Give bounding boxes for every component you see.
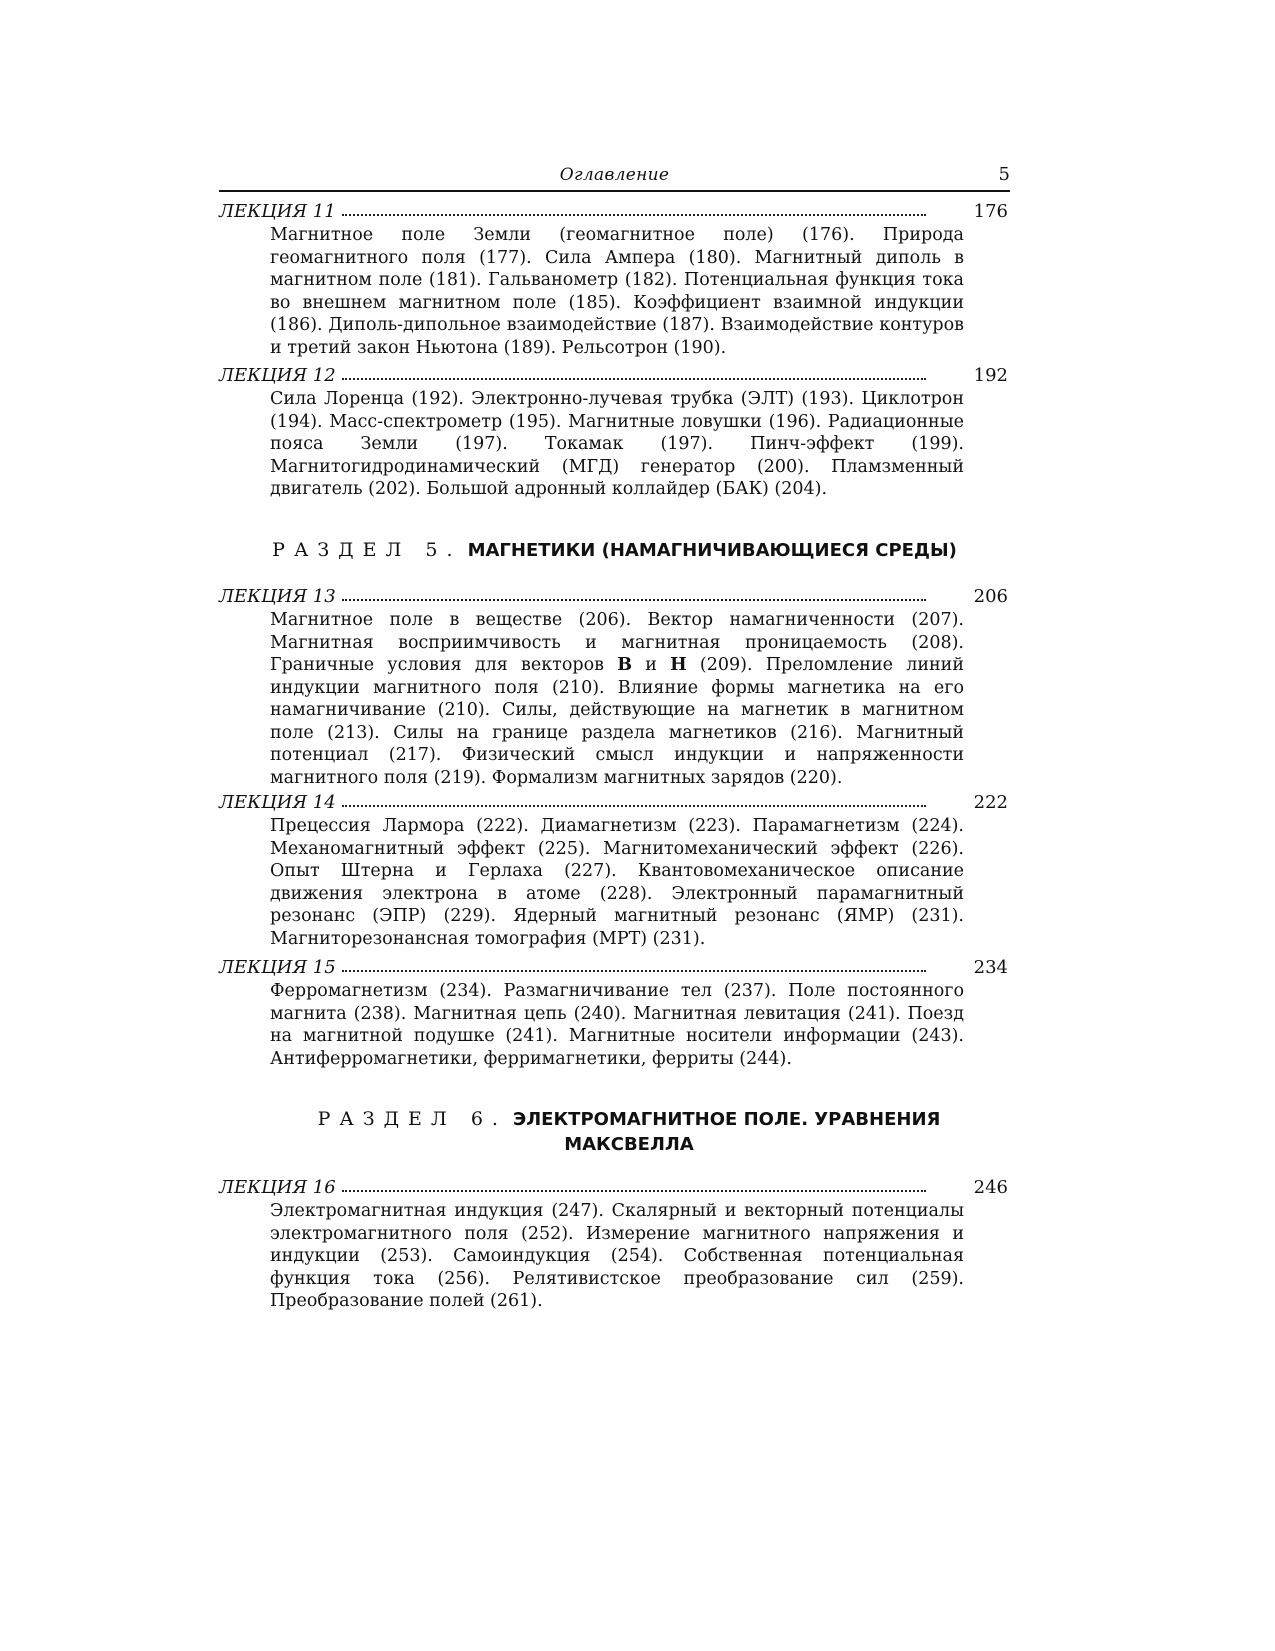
conjunction: и xyxy=(631,655,671,675)
entry-head xyxy=(219,201,1010,224)
lecture-title: ЛЕКЦИЯ 11 xyxy=(219,201,336,222)
topics-text: (209). Преломление линий индукции магнитного поля (210). Влияние формы магнетика на его намагничивание (210). Силы, действующие на магнетик в магнитном поле (213). Силы на границе раздела магнетиков (216). Магнитный потенциал (217). Физический смысл индукции и напряженности магнитного поля (219). Формализм магнитных зарядов (220). xyxy=(270,655,964,788)
topics-text: Магнитное поле в веществе (206). Вектор намагниченности (207). Магнитная восприимчивость и магнитная проницаемость (208). Граничные условия для векторов xyxy=(270,610,964,675)
section-label: РАЗДЕЛ 6. xyxy=(317,1108,507,1130)
entry-head xyxy=(219,365,1010,388)
lecture-page-number: 234 xyxy=(973,957,1008,978)
lecture-title: ЛЕКЦИЯ 13 xyxy=(219,586,336,607)
page-number: 5 xyxy=(998,164,1010,185)
dot-leader xyxy=(342,599,926,601)
lecture-topics: Электромагнитная индукция (247). Скалярный и векторный потенциалы электромагнитного поля (252). Измерение магнитного напряжения и индукции (253). Самоиндукция (254). Собственная потенциальная функция тока (256). Релятивистское преобразование сил (259). Преобразование полей (261). xyxy=(270,1201,964,1311)
lecture-title: ЛЕКЦИЯ 14 xyxy=(219,792,336,813)
lecture-page-number: 192 xyxy=(973,365,1008,386)
vector-b-symbol: B xyxy=(617,655,632,675)
lecture-page-number: 246 xyxy=(973,1177,1008,1198)
entry-head xyxy=(219,957,1010,980)
running-head xyxy=(219,164,1010,192)
dot-leader xyxy=(342,970,926,972)
dot-leader xyxy=(342,1190,926,1192)
lecture-topics: Сила Лоренца (192). Электронно-лучевая трубка (ЭЛТ) (193). Циклотрон (194). Масс-спектрометр (195). Магнитные ловушки (196). Радиационные пояса Земли (197). Токамак (197). Пинч-эффект (199). Магнитогидродинамический (МГД) генератор (200). Пламзменный двигатель (202). Большой адронный коллайдер (БАК) (204). xyxy=(270,389,964,499)
toc-entry-lecture-11 xyxy=(219,201,1010,359)
dot-leader xyxy=(342,805,926,807)
lecture-page-number: 222 xyxy=(973,792,1008,813)
entry-head xyxy=(219,1177,1010,1200)
lecture-title: ЛЕКЦИЯ 12 xyxy=(219,365,336,386)
vector-h-symbol: H xyxy=(670,655,687,675)
lecture-topics: Магнитное поле Земли (геомагнитное поле) (176). Природа геомагнитного поля (177). Сила Ампера (180). Магнитный диполь в магнитном поле (181). Гальванометр (182). Потенциальная функция тока во внешнем магнитном поле (185). Коэффициент взаимной индукции (186). Диполь-дипольное взаимодействие (187). Взаимодействие контуров и третий закон Ньютона (189). Рельсотрон (190). xyxy=(270,225,964,358)
entry-head xyxy=(219,586,1010,609)
lecture-title: ЛЕКЦИЯ 16 xyxy=(219,1177,336,1198)
section-title: ЭЛЕКТРОМАГНИТНОЕ ПОЛЕ. УРАВНЕНИЯ МАКСВЕЛЛА xyxy=(513,1109,941,1155)
toc-entry-lecture-13 xyxy=(219,586,1010,789)
lecture-page-number: 176 xyxy=(973,201,1008,222)
toc-entry-lecture-12 xyxy=(219,365,1010,501)
toc-entry-lecture-14 xyxy=(219,792,1010,950)
running-title: Оглавление xyxy=(559,165,670,185)
section-title: МАГНЕТИКИ (НАМАГНИЧИВАЮЩИЕСЯ СРЕДЫ) xyxy=(467,540,957,561)
entry-head xyxy=(219,792,1010,815)
section-label: РАЗДЕЛ 5. xyxy=(272,539,462,561)
section-heading-5 xyxy=(219,538,1010,563)
lecture-topics xyxy=(270,609,964,789)
lecture-topics: Ферромагнетизм (234). Размагничивание тел (237). Поле постоянного магнита (238). Магнитная цепь (240). Магнитная левитация (241). Поезд на магнитной подушке (241). Магнитные носители информации (243). Антиферромагнетики, ферримагнетики, ферриты (244). xyxy=(270,981,964,1069)
toc-entry-lecture-16 xyxy=(219,1177,1010,1313)
section-heading-6 xyxy=(279,1107,979,1157)
lecture-topics: Прецессия Лармора (222). Диамагнетизм (223). Парамагнетизм (224). Механомагнитный эффект (225). Магнитомеханический эффект (226). Опыт Штерна и Герлаха (227). Квантовомеханическое описание движения электрона в атоме (228). Электронный парамагнитный резонанс (ЭПР) (229). Ядерный магнитный резонанс (ЯМР) (231). Магниторезонансная томография (МРТ) (231). xyxy=(270,816,964,949)
dot-leader xyxy=(342,214,926,216)
dot-leader xyxy=(342,378,926,380)
lecture-title: ЛЕКЦИЯ 15 xyxy=(219,957,336,978)
lecture-page-number: 206 xyxy=(973,586,1008,607)
toc-entry-lecture-15 xyxy=(219,957,1010,1070)
